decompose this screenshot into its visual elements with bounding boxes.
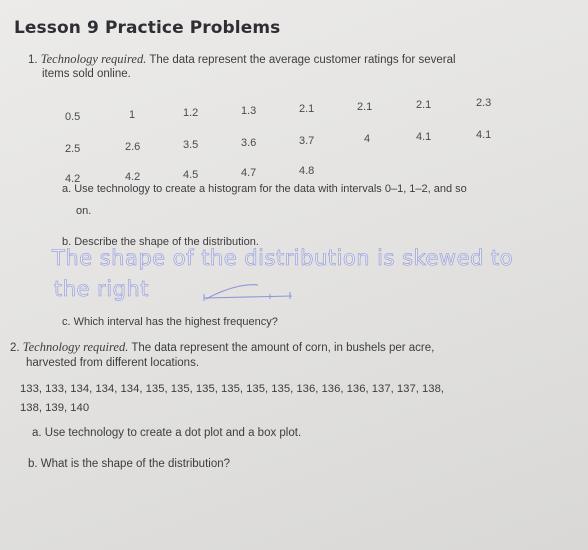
- problem-1-part-a-line2: on.: [76, 205, 92, 217]
- problem-1-text-line1: The data represent the average customer ratings for several: [146, 54, 456, 66]
- problem-1-part-c: c. Which interval has the highest frequency?: [62, 316, 278, 328]
- data-value: 2.1: [416, 99, 432, 111]
- data-value: 4.7: [241, 167, 257, 179]
- problem-1-part-b: b. Describe the shape of the distribution.: [62, 236, 259, 248]
- problem-1-part-a-line1: a. Use technology to create a histogram for the data with intervals 0–1, 1–2, and so: [62, 183, 467, 195]
- handwritten-answer-line2: the right: [54, 277, 149, 301]
- data-value: 3.7: [299, 135, 315, 147]
- problem-2-data-line1: 133, 133, 134, 134, 134, 135, 135, 135, 135, 135, 135, 136, 136, 136, 137, 137, 138,: [20, 383, 444, 395]
- data-value: 1: [129, 109, 136, 121]
- problem-2-part-a: a. Use technology to create a dot plot and a box plot.: [32, 427, 302, 439]
- data-value: 2.6: [125, 141, 141, 153]
- data-value: 2.3: [476, 97, 492, 109]
- problem-1-label: Technology required.: [40, 52, 147, 66]
- problem-1-number: 1.: [28, 54, 38, 66]
- problem-2-intro: [10, 340, 434, 355]
- problem-2-number: 2.: [10, 342, 20, 354]
- data-value: 4.5: [183, 169, 199, 181]
- data-value: 4.8: [299, 165, 315, 177]
- problem-1-text-line2: items sold online.: [42, 68, 131, 80]
- data-value: 4: [364, 133, 371, 145]
- problem-2-data-line2: 138, 139, 140: [20, 402, 90, 414]
- lesson-title: Lesson 9 Practice Problems: [14, 18, 281, 38]
- data-value: 1.3: [241, 105, 257, 117]
- data-value: 4.2: [125, 171, 141, 183]
- problem-2-text-line1: The data represent the amount of corn, in bushels per acre,: [128, 342, 435, 354]
- data-value: 3.6: [241, 137, 257, 149]
- data-value: 4.1: [476, 129, 492, 141]
- data-value: 4.2: [65, 173, 81, 185]
- data-value: 3.5: [183, 139, 199, 151]
- data-value: 2.1: [299, 103, 315, 115]
- data-value: 4.1: [416, 131, 432, 143]
- data-value: 2.1: [357, 101, 373, 113]
- skew-sketch-drawing: [200, 282, 300, 304]
- problem-2-part-b: b. What is the shape of the distribution?: [28, 458, 231, 470]
- handwritten-answer-line1: The shape of the distribution is skewed to: [52, 246, 514, 270]
- data-value: 1.2: [183, 107, 199, 119]
- problem-2-text-line2: harvested from different locations.: [26, 357, 200, 369]
- problem-1-intro: [28, 52, 456, 67]
- data-value: 0.5: [65, 111, 81, 123]
- problem-2-label: Technology required.: [22, 340, 129, 354]
- data-value: 2.5: [65, 143, 81, 155]
